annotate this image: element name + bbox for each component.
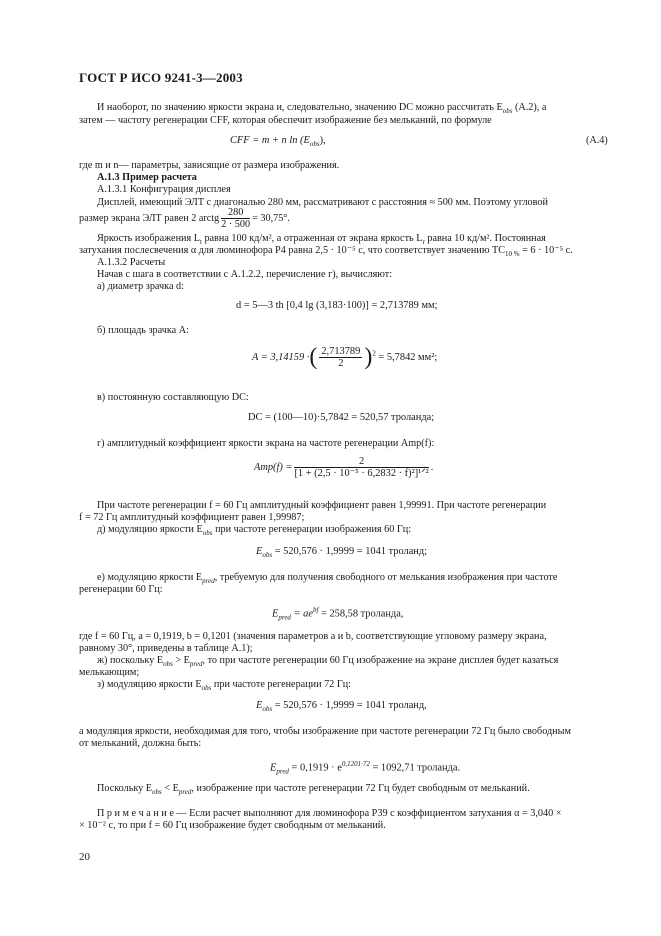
paragraph-7-line-1: где f = 60 Гц, a = 0,1919, b = 0,1201 (значения параметров a и b, соответствующие угловому размеру экрана, <box>79 631 547 642</box>
paragraph-1-line-1: И наоборот, по значению яркости экрана и, следовательно, значению DC можно рассчитать $E_{obs}$ (А.2), а <box>97 102 547 116</box>
paragraph-9: Поскольку $E_{obs} < E_{pred}$, изображение при частоте регенерации 72 Гц будет свободным от мельканий. <box>97 783 530 797</box>
paragraph-6-line-1: При частоте регенерации f = 60 Гц амплитудный коэффициент равен 1,99991. При частоте регенерации <box>97 500 547 511</box>
paragraph-7-line-2: равному 30°, приведены в таблице А.1); <box>79 643 253 654</box>
formula-d: $E_{obs} = 520,576 \cdot 1,9999 = 1041$ троланд; <box>256 546 428 560</box>
document-header: ГОСТ Р ИСО 9241-3—2003 <box>79 70 243 85</box>
item-a: а) диаметр зрачка d: <box>97 281 184 292</box>
item-v: в) постоянную составляющую DC: <box>97 392 249 403</box>
note-line-1: П р и м е ч а н и е — Если расчет выполняют для люминофора Р39 с коэффициентом затухания α = 3,040 × <box>97 808 562 819</box>
formula-a: d = 5—3 th [0,4 lg (3,183·100)] = 2,713789 мм; <box>236 300 438 311</box>
page-number: 20 <box>79 851 90 863</box>
paragraph-6-line-2: f = 72 Гц амплитудный коэффициент равен 1,99987; <box>79 512 305 523</box>
formula-i: $E_{pred} = 0,1919 \cdot e^{0,1201\cdot 72} = 1092,71$ троланда. <box>270 760 461 776</box>
note-line-2: × 10⁻² с, то при f = 60 Гц изображение будет свободным от мельканий. <box>79 820 386 831</box>
item-zh-line-1: ж) поскольку $E_{obs} > E_{pred}$, то при частоте регенерации 60 Гц изображение на экране дисплея будет казаться <box>97 655 559 669</box>
paragraph-8-line-2: от мельканий, должна быть: <box>79 738 202 749</box>
heading-a132: А.1.3.2 Расчеты <box>97 257 166 268</box>
formula-a4: CFF = m + n $\ln (E_{obs})$, <box>230 135 326 149</box>
heading-a13: А.1.3 Пример расчета <box>97 172 197 183</box>
item-e-line-1: е) модуляцию яркости $E_{pred}$, требуемую для получения свободного от мелькания изображения при частоте <box>97 572 558 586</box>
paragraph-1-line-2: затем — частоту регенерации CFF, которая обеспечит изображение без мельканий, по формуле <box>79 115 492 126</box>
paragraph-4-line-2: затухания послесвечения α для люминофора Р4 равна 2,5 · 10⁻⁵ с, что соответствует значению $TC_{10 \%} = 6 \cdot 10^{-5}$ с. <box>79 245 573 259</box>
paragraph-5: Начав с шага в соответствии с А.1.2.2, перечисление г), вычисляют: <box>97 269 393 280</box>
heading-a131: А.1.3.1 Конфигурация дисплея <box>97 184 231 195</box>
formula-v: DC = (100—10)·5,7842 = 520,57 троланда; <box>248 412 435 423</box>
formula-b: A = 3,14159 ·( $\frac{2,713789}{2}$ )$^2$ = 5,7842 мм²; <box>252 344 438 370</box>
paragraph-3-line-1: Дисплей, имеющий ЭЛТ с диагональю 280 мм, рассматривают с расстояния ≈ 500 мм. Поэтому угловой <box>97 197 548 208</box>
item-d: д) модуляцию яркости $E_{obs}$ при частоте регенерации изображения 60 Гц: <box>97 524 412 538</box>
item-e-line-2: регенерации 60 Гц: <box>79 584 163 595</box>
paragraph-2: где m и n— параметры, зависящие от размера изображения. <box>79 160 340 171</box>
item-b: б) площадь зрачка A: <box>97 325 189 336</box>
item-g: г) амплитудный коэффициент яркости экрана на частоте регенерации Amp(f): <box>97 438 435 449</box>
formula-z: $E_{obs} = 520,576 \cdot 1,9999 = 1041$ троланд, <box>256 700 427 714</box>
item-z: з) модуляцию яркости $E_{obs}$ при частоте регенерации 72 Гц: <box>97 679 351 693</box>
formula-a4-number: (А.4) <box>586 135 608 146</box>
formula-g: Amp(f) = $\frac{2}{\text{[1 + (2,5 · 10⁻⁵ · 6,2832 · f)²]¹ᐟ²}}$ . <box>254 456 434 479</box>
item-zh-line-2: мелькающим; <box>79 667 140 678</box>
paragraph-3-line-2: размер экрана ЭЛТ равен 2 arctg $\frac{280}{2 \cdot 500}$ = 30,75°. <box>79 207 290 230</box>
paragraph-4-line-1: Яркость изображения $L_t$ равна 100 кд/м², а отраженная от экрана яркость $L_r$ равна 10 кд/м². Постоянная <box>97 233 546 247</box>
formula-e: $E_{pred} = ae^{bf} = 258,58$ троланда, <box>272 606 404 622</box>
paragraph-8-line-1: а модуляция яркости, необходимая для того, чтобы изображение при частоте регенерации 72 Гц было свободным <box>79 726 571 737</box>
